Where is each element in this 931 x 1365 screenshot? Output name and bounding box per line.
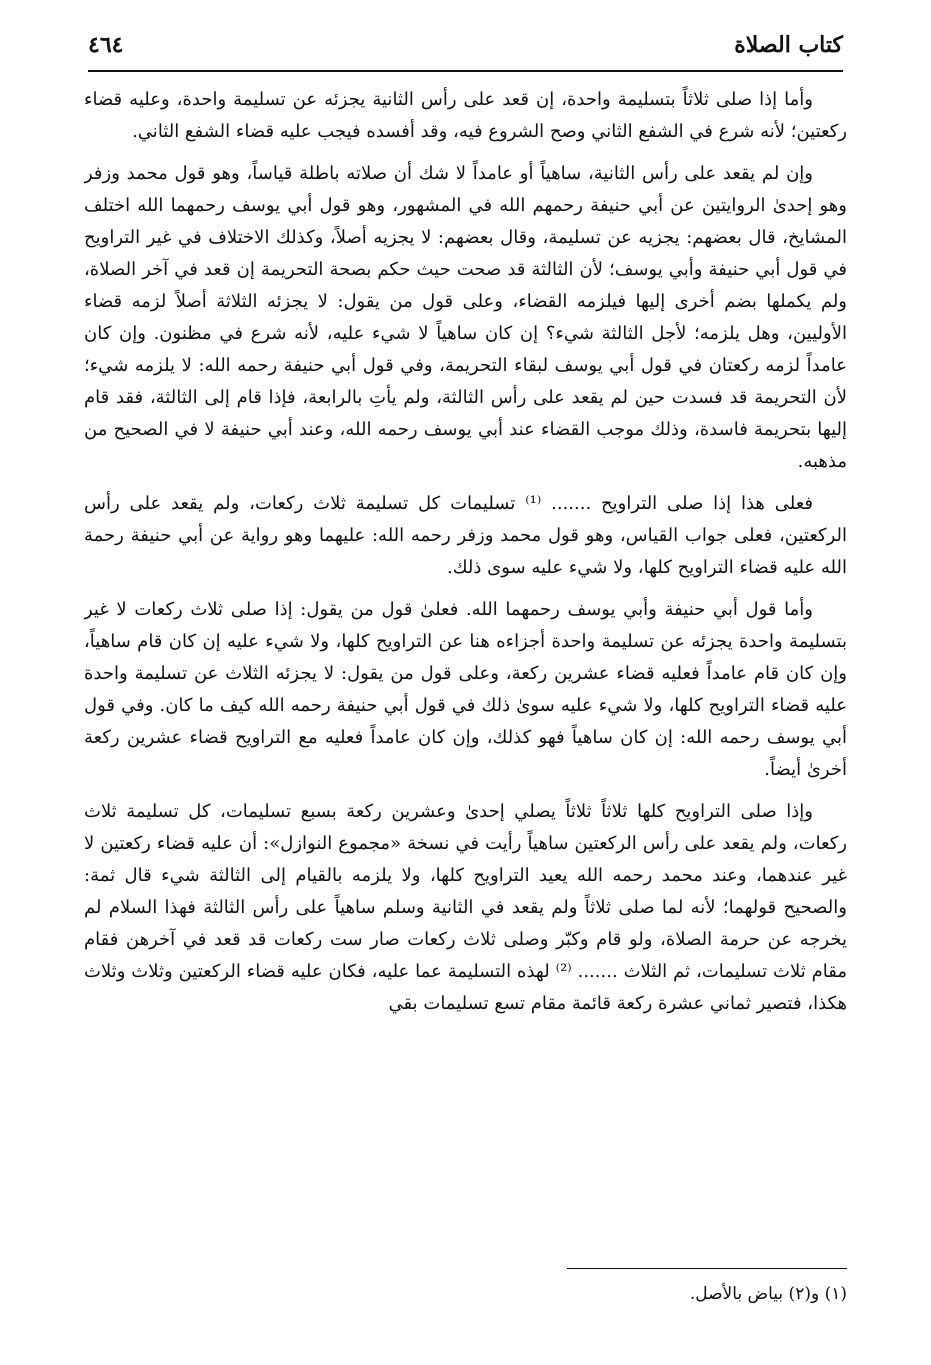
footnote: (١) و(٢) بياض بالأصل.: [689, 1284, 847, 1304]
page-number: ٤٦٤: [88, 32, 124, 58]
paragraph: وأما إذا صلى ثلاثاً بتسليمة واحدة، إن قعد على رأس الثانية يجزئه عن تسليمة واحدة، وعليه قضاء ركعتين؛ لأنه شرع في الشفع الثاني وصح الشروع فيه، وقد أفسده فيجب عليه قضاء الشفع الثاني.: [84, 89, 847, 142]
main-text: [84, 84, 847, 1244]
footnote-divider: [567, 1268, 847, 1269]
paragraph: فعلى هذا إذا صلى التراويح ....... ⁽¹⁾ تسليمات كل تسليمة ثلاث ركعات، ولم يقعد على رأس الركعتين، فعلى جواب القياس، وهو قول محمد وزفر رحمه الله: عليهما وهو رواية عن أبي حنيفة رحمة الله عليه قضاء التراويح كلها، ولا شيء عليه سوى ذلك.: [84, 493, 847, 578]
page-header: [88, 26, 843, 72]
chapter-title: كتاب الصلاة: [734, 32, 843, 58]
paragraph: وإن لم يقعد على رأس الثانية، ساهياً أو عامداً لا شك أن صلاته باطلة قياساً، وهو قول محمد وزفر وهو إحدىٰ الروايتين عن أبي حنيفة رحمهم الله في المشهور، وهو قول أبي يوسف رحمهما الله اختلف المشايخ، قال بعضهم: يجزيه عن تسليمة، وقال بعضهم: لا يجزيه أصلاً، وكذلك الاختلاف في غير التراويح في قول أبي حنيفة وأبي يوسف؛ لأن الثالثة قد صحت حيث حكم بصحة التحريمة إن قعد في آخر الصلاة، ولم يكملها بضم أخرى إليها فيلزمه القضاء، وعلى قول من يقول: لا يجزئه الثلاثة أصلاً لزمه قضاء الأوليين، وهل يلزمه؛ لأجل الثالثة شيء؟ إن كان ساهياً لا شيء عليه، لأنه شرع في مظنون. وإن كان عامداً لزمه ركعتان في قول أبي يوسف لبقاء التحريمة، وفي قول أبي حنيفة رحمه الله: لا يلزمه شيء؛ لأن التحريمة قد فسدت حين لم يقعد على رأس الثالثة، ولم يأتِ بالرابعة، فإذا قام إلى الثالثة، فقد قام إليها بتحريمة فاسدة، وذلك موجب القضاء عند أبي يوسف رحمه الله، وعند أبي حنيفة لا في الصحيح من مذهبه.: [84, 163, 847, 472]
paragraph: وإذا صلى التراويح كلها ثلاثاً ثلاثاً يصلي إحدىٰ وعشرين ركعة بسبع تسليمات، كل تسليمة ثلاث ركعات، ولم يقعد على رأس الركعتين ساهياً رأيت في نسخة «مجموع النوازل»: أن عليه قضاء ركعتين لا غير عندهما، وعند محمد رحمه الله يعيد التراويح كلها، ولا يلزمه بالقيام إلى الثالثة شيء قال ثمة: والصحيح قولهما؛ لأنه لما صلى ثلاثاً ولم يقعد في الثانية وسلم ساهياً على رأس الثالثة فهذا السلام لم يخرجه عن حرمة الصلاة، ولو قام وكبّر وصلى ثلاث ركعات صار ست ركعات قد قعد في آخرهن فقام مقام ثلاث تسليمات، ثم الثلاث ....... ⁽²⁾ لهذه التسليمة عما عليه، فكان عليه قضاء الركعتين وثلاث وثلاث هكذا، فتصير ثماني عشرة ركعة قائمة مقام تسع تسليمات بقي: [84, 801, 847, 1014]
paragraph: وأما قول أبي حنيفة وأبي يوسف رحمهما الله. فعلىٰ قول من يقول: إذا صلى ثلاث ركعات لا غير بتسليمة واحدة يجزئه عن تسليمة واحدة أجزاءه هنا عن التراويح كلها، ولا شيء عليه إن كان قام ساهياً، وإن كان قام عامداً فعليه قضاء عشرين ركعة، وعلى قول من يقول: لا يجزئه الثلاث عن تسليمة واحدة عليه قضاء التراويح كلها، ولا شيء عليه سوىٰ ذلك في قول أبي حنيفة رحمه الله كيف ما كان. وفي قول أبي يوسف رحمه الله: إن كان ساهياً فهو كذلك، وإن كان عامداً فعليه مع التراويح قضاء عشرين ركعة أخرىٰ أيضاً.: [84, 599, 847, 780]
